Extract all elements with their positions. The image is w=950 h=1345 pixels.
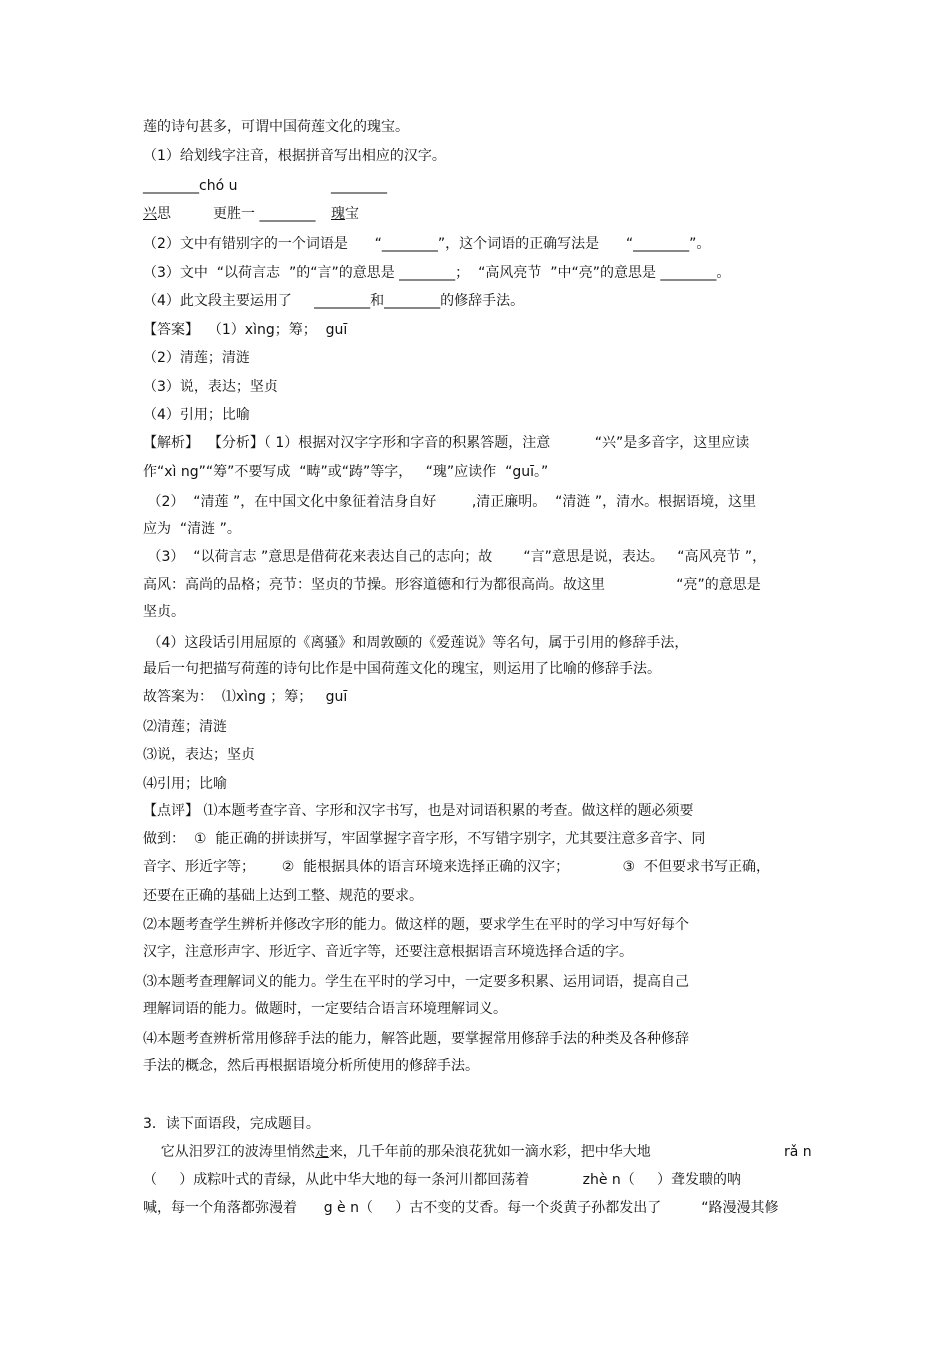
analysis-line: （2） “清莲 ”，在中国文化中象征着洁身自好 ,清正廉明。 “清涟 ”，清水。根据语境，这里 [143,494,757,510]
answer-line: （4）引用；比喻 [143,407,250,423]
passage-text: 它从汨罗江的波涛里悄然 [143,1144,315,1160]
analysis-line: 坚贞。 [143,604,185,620]
comment-line: 手法的概念，然后再根据语境分析所使用的修辞手法。 [143,1058,479,1074]
question-3: （3）文中 “以荷言志 ”的“言”的意思是 ________； “高风亮节 ”中“亮”的意思是 ________。 [143,265,731,281]
pinyin-ran: rǎ n [784,1144,812,1160]
comment-line: 还要在正确的基础上达到工整、规范的要求。 [143,888,423,904]
underlined-char: 兴 [143,206,157,222]
analysis-line: （4）这段话引用屈原的《离骚》和周敦颐的《爱莲说》等名句，属于引用的修辞手法， [143,635,689,651]
answer-heading: 【答案】 （1）xìng；筹； guī [143,322,348,338]
comment-line: ⑶本题考查理解词义的能力。学生在平时的学习中，一定要多积累、运用词语，提高自己 [143,974,689,990]
analysis-line: 作“xì ng”“筹”不要写成 “畴”或“踌”等字， “瑰”应读作 “guī。” [143,464,549,480]
comment-line: ⑵本题考查学生辨析并修改字形的能力。做这样的题，要求学生在平时的学习中写好每个 [143,917,689,933]
final-answer: 故答案为： ⑴xìng ；筹； guī [143,689,348,705]
question-1: （1）给划线字注音，根据拼音写出相应的汉字。 [143,148,446,164]
comment-line: 做到： ① 能正确的拼读拼写，牢固掌握字音字形，不写错字别字，尤其要注意多音字、同 [143,831,706,847]
comment-line: 理解词语的能力。做题时，一定要结合语言环境理解词义。 [143,1001,507,1017]
underlined-char: 走 [314,1144,329,1160]
text-line: 莲的诗句甚多，可谓中国荷莲文化的瑰宝。 [143,119,409,135]
passage-text: 来，几千年前的那朵浪花犹如一滴水彩，把中华大地 [328,1144,651,1160]
passage-line: （ ）成粽叶式的青绿，从此中华大地的每一条河川都回荡着 zhè n（ ）聋发聩的呐 [143,1172,742,1188]
final-answer-line: ⑷引用；比喻 [143,776,227,792]
comment-line: ⑷本题考查辨析常用修辞手法的能力，解答此题，要掌握常用修辞手法的种类及各种修辞 [143,1031,689,1047]
question-3-title: 3．读下面语段，完成题目。 [143,1116,320,1132]
char: 宝 [345,206,359,222]
final-answer-line: ⑵清莲；清涟 [143,719,227,735]
underlined-char: 瑰 [331,206,345,222]
question-2: （2）文中有错别字的一个词语是 “________”，这个词语的正确写法是 “________”。 [143,236,711,252]
word-xingsi [143,205,171,223]
pinyin-blank-chou: ________chó u [143,178,238,194]
analysis-heading: 【解析】 【分析】（ 1）根据对汉字字形和字音的积累答题，注意 “兴”是多音字，这里应读 [143,435,750,451]
passage-line: 喊，每一个角落都弥漫着 g è n（ ）古不变的艾香。每一个炎黄子孙都发出了 “路漫漫其修 [143,1200,779,1216]
word-guibao [331,205,359,223]
analysis-line: 最后一句把描写荷莲的诗句比作是中国荷莲文化的瑰宝，则运用了比喻的修辞手法。 [143,661,661,677]
comment-line: 音字、形近字等； ② 能根据具体的语言环境来选择正确的汉字； ③ 不但要求书写正确， [143,859,771,875]
answer-line: （2）清莲；清涟 [143,350,250,366]
question-4: （4）此文段主要运用了 ________和________的修辞手法。 [143,293,525,309]
comment-line: 汉字，注意形声字、形近字、音近字等，还要注意根据语言环境选择合适的字。 [143,944,633,960]
comment-heading: 【点评】 ⑴本题考查字音、字形和汉字书写，也是对词语积累的考查。做这样的题必须要 [143,803,694,819]
analysis-line: 高风：高尚的品格；亮节：坚贞的节操。形容道德和行为都很高尚。故这里 “亮”的意思是 [143,577,761,593]
passage-line [143,1143,651,1161]
char: 思 [157,206,171,222]
answer-blank: ________ [331,178,387,194]
final-answer-line: ⑶说，表达；坚贞 [143,747,255,763]
analysis-line: （3） “以荷言志 ”意思是借荷花来表达自己的志向；故 “言”意思是说，表达。 “高风亮节 ”， [143,549,767,565]
answer-line: （3）说，表达；坚贞 [143,379,278,395]
word-gengsheng: 更胜一 ________ [213,206,316,222]
analysis-line: 应为 “清涟 ”。 [143,521,241,537]
